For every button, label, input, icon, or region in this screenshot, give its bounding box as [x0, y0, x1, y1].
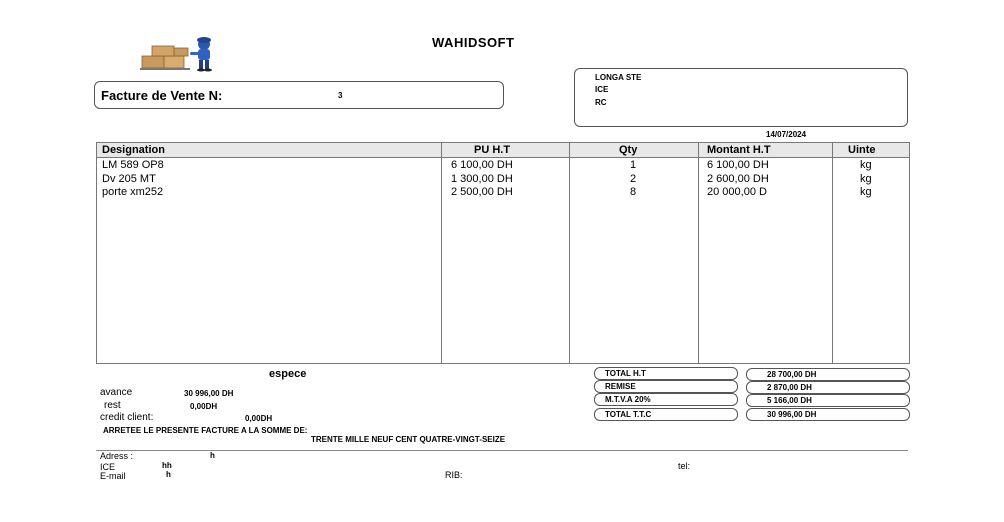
- cell-pu-ht: 6 100,00 DH: [451, 159, 513, 171]
- avance-label: avance: [100, 387, 133, 398]
- total-ttc-value: 30 996,00 DH: [767, 410, 817, 419]
- email-label: E-mail: [100, 471, 126, 481]
- cell-qty: 1: [630, 159, 637, 171]
- adress-value: h: [210, 451, 215, 460]
- cell-designation: LM 589 OP8: [102, 159, 164, 171]
- adress-label: Adress :: [100, 451, 134, 461]
- client-info-box: [574, 68, 908, 127]
- email-value: h: [166, 470, 171, 479]
- tva-value: 5 166,00 DH: [767, 396, 812, 405]
- cell-qty: 8: [630, 186, 637, 198]
- company-name: WAHIDSOFT: [432, 35, 515, 50]
- total-ttc-label: TOTAL T.T.C: [605, 410, 652, 419]
- payment-method: espece: [269, 368, 307, 380]
- remise-value: 2 870,00 DH: [767, 383, 812, 392]
- cell-montant-ht: 6 100,00 DH: [707, 159, 769, 171]
- amount-words-line1: ARRETEE LE PRESENTE FACTURE A LA SOMME DE:: [103, 426, 308, 435]
- client-ice-label: ICE: [595, 85, 609, 94]
- cell-designation: porte xm252: [102, 186, 164, 198]
- remise-value-box: [746, 381, 910, 394]
- total-ht-label: TOTAL H.T: [605, 369, 646, 378]
- rest-label: rest: [104, 400, 121, 411]
- header-designation: Designation: [102, 144, 165, 156]
- total-ht-label-box: [594, 367, 738, 380]
- header-unite: Uinte: [848, 144, 876, 156]
- amount-words-line2: TRENTE MILLE NEUF CENT QUATRE-VINGT-SEIZE: [311, 435, 506, 444]
- credit-client-value: 0,00DH: [245, 414, 273, 423]
- header-qty: Qty: [619, 144, 638, 156]
- header-montant-ht: Montant H.T: [707, 144, 771, 156]
- tva-label: M.T.V.A 20%: [605, 395, 651, 404]
- remise-label-box: [594, 380, 738, 393]
- remise-label: REMISE: [605, 382, 636, 391]
- total-ttc-value-box: [746, 408, 910, 421]
- rib-label: RIB:: [445, 470, 463, 480]
- header-pu-ht: PU H.T: [474, 144, 511, 156]
- delivery-worker-boxes-icon: [138, 36, 224, 72]
- cell-pu-ht: 2 500,00 DH: [451, 186, 513, 198]
- tva-value-box: [746, 394, 910, 407]
- total-ht-value-box: [746, 368, 910, 381]
- column-divider: [698, 143, 699, 363]
- client-name: LONGA STE: [595, 73, 642, 82]
- invoice-label: Facture de Vente N:: [101, 88, 223, 103]
- items-table: [96, 142, 910, 364]
- credit-client-label: credit client:: [100, 412, 154, 423]
- cell-designation: Dv 205 MT: [102, 173, 156, 185]
- cell-montant-ht: 2 600,00 DH: [707, 173, 769, 185]
- cell-unite: kg: [860, 173, 872, 185]
- avance-value: 30 996,00 DH: [184, 389, 234, 398]
- footer-divider: [96, 450, 908, 451]
- cell-pu-ht: 1 300,00 DH: [451, 173, 513, 185]
- amount-in-words: [103, 426, 505, 444]
- client-rc-label: RC: [595, 98, 607, 107]
- ice-value: hh: [162, 461, 172, 470]
- cell-unite: kg: [860, 186, 872, 198]
- total-ht-value: 28 700,00 DH: [767, 370, 817, 379]
- ice-label: ICE: [100, 462, 116, 472]
- table-header-row: [97, 143, 909, 158]
- tel-label: tel:: [678, 461, 691, 471]
- cell-montant-ht: 20 000,00 D: [707, 186, 767, 198]
- total-ttc-label-box: [594, 408, 738, 421]
- tva-label-box: [594, 393, 738, 406]
- cell-qty: 2: [630, 173, 637, 185]
- column-divider: [441, 143, 442, 363]
- invoice-number: 3: [338, 91, 343, 100]
- rest-value: 0,00DH: [190, 402, 218, 411]
- column-divider: [569, 143, 570, 363]
- column-divider: [832, 143, 833, 363]
- cell-unite: kg: [860, 159, 872, 171]
- invoice-number-box: [94, 81, 504, 109]
- invoice-date: 14/07/2024: [766, 130, 807, 139]
